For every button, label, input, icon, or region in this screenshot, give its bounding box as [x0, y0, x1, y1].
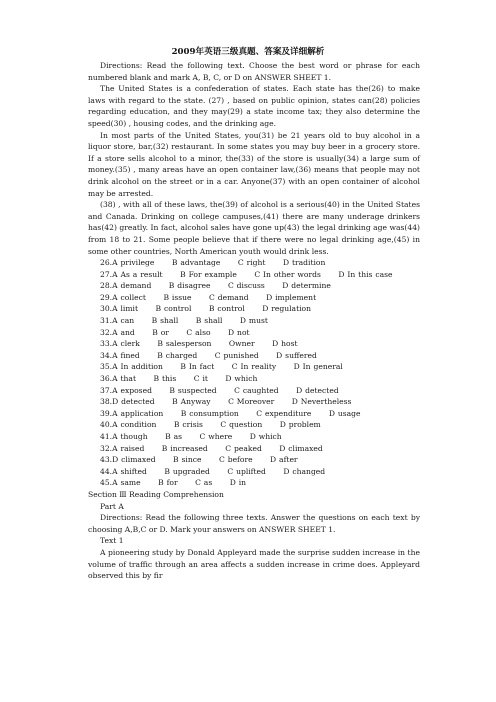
option-line-33: 33.A clerk B salesperson Owner D host: [100, 339, 298, 349]
option-line-37: 37.A exposed B suspected C caughted D detected: [100, 385, 339, 395]
option-line-43: 43.D climaxed B since C before D after: [100, 455, 298, 465]
option-line-30: 30.A limit B control B control D regulation: [100, 304, 312, 314]
option-line-27: 27.A As a result B For example C In other words D In this case: [100, 269, 393, 279]
option-line-35: 35.A In addition B In fact C In reality D In general: [100, 362, 343, 372]
option-line-34: 34.A fined B charged C punished D suffered: [100, 350, 317, 360]
text-label: Text 1: [100, 536, 124, 546]
part-heading: Part A: [100, 501, 124, 511]
options-list: [88, 257, 420, 489]
directions-reading: Directions: Read the following three texts. Answer the questions on each text by choosing A,B,C or D. Mark your answers on ANSWER SHEET 1.: [88, 513, 420, 534]
passage-paragraph-2: In most parts of the United States, you(31) be 21 years old to buy alcohol in a liquor store, bar,(32) restaurant. In some states you may buy beer in a grocery store. If a store sells alcohol to a minor, the(33) of the store is usually(34) a large sum of money.(35) , many areas have an open container law,(36) means that people may not drink alcohol on the street or in a car. Anyone(37) with an open container of alcohol may be arrested.: [88, 130, 420, 198]
option-line-36: 36.A that B this C it D which: [100, 374, 258, 384]
option-line-26: 26.A privilege B advantage C right D tradition: [100, 258, 326, 268]
option-line-45: 45.A same B for C as D in: [100, 478, 247, 488]
option-line-32: 32.A and B or C also D not: [100, 327, 250, 337]
passage-paragraph-1: The United States is a confederation of states. Each state has the(26) to make laws with regard to the state. (27) , based on public opinion, states can(28) policies regarding education, and they may(29) a state income tax; they also determine the speed(30) , housing codes, and the drinking age.: [88, 84, 420, 128]
section-heading: Section Ⅲ Reading Comprehension: [88, 489, 224, 499]
option-line-29: 29.A collect B issue C demand D implement: [100, 292, 317, 302]
option-line-28: 28.A demand B disagree C discuss D determine: [100, 281, 331, 291]
passage-paragraph-3: (38) , with all of these laws, the(39) of alcohol is a serious(40) in the United States and Canada. Drinking on college campuses,(41) there are many underage drinkers has(42) greatly. In fact, alcohol sales have gone up(43) the legal drinking age was(44) from 18 to 21. Some people believe that if there were no legal drinking age,(45) in some other countries, North American youth would drink less.: [88, 200, 420, 256]
option-line-41: 41.A though B as C where D which: [100, 432, 282, 441]
document-body: [88, 60, 420, 582]
option-line-44: 44.A shifted B upgraded C uplifted D changed: [100, 466, 326, 476]
option-line-31: 31.A can B shall B shall D must: [100, 316, 268, 326]
option-line-39: 39.A application B consumption C expenditure D usage: [100, 408, 361, 418]
text1-paragraph: A pioneering study by Donald Appleyard made the surprise sudden increase in the volume of traffic through an area affects a sudden increase in crime does. Appleyard observed this by fir: [88, 547, 420, 581]
page-title: 2009年英语三级真题、答案及详细解析: [171, 47, 325, 57]
directions-cloze: Directions: Read the following text. Choose the best word or phrase for each numbered blank and mark A, B, C, or D on ANSWER SHEET 1.: [88, 61, 420, 82]
option-line-38: 38.D detected B Anyway C Moreover D Nevertheless: [100, 397, 352, 407]
option-line-40: 40.A condition B crisis C question D problem: [100, 420, 321, 430]
option-line-42: 32.A raised B increased C peaked D climaxed: [100, 443, 323, 453]
